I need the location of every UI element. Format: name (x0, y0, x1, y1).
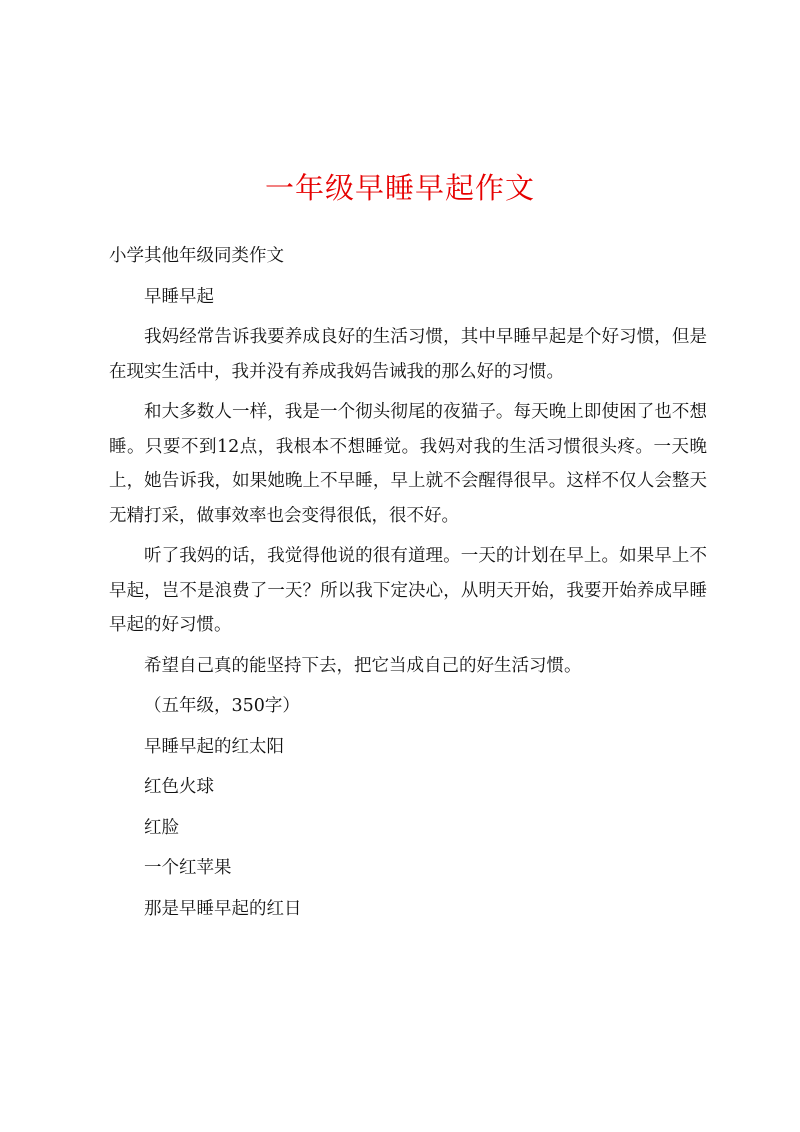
paragraph: 听了我妈的话，我觉得他说的很有道理。一天的计划在早上。如果早上不早起，岂不是浪费了一天？所以我下定决心，从明天开始，我要开始养成早睡早起的好习惯。 (109, 546, 707, 635)
paragraph: 和大多数人一样，我是一个彻头彻尾的夜猫子。每天晚上即使困了也不想睡。只要不到12点，我根本不想睡觉。我妈对我的生活习惯很头疼。一天晚上，她告诉我，如果她晚上不早睡，早上就不会醒得很早。这样不仅人会整天无精打采，做事效率也会变得很低，很不好。 (109, 402, 707, 526)
paragraph: 红脸 (144, 817, 179, 838)
paragraph: 早睡早起 (144, 286, 214, 307)
category-line: 小学其他年级同类作文 (109, 246, 284, 266)
paragraph: （五年级，350字） (144, 696, 300, 716)
document-body (109, 239, 707, 932)
paragraph: 我妈经常告诉我要养成良好的生活习惯，其中早睡早起是个好习惯，但是在现实生活中，我并没有养成我妈告诫我的那么好的习惯。 (109, 327, 707, 382)
paragraph: 希望自己真的能坚持下去，把它当成自己的好生活习惯。 (144, 655, 582, 676)
paragraph: 那是早睡早起的红日 (144, 898, 302, 919)
document-title: 一年级早睡早起作文 (264, 171, 535, 205)
paragraph: 一个红苹果 (144, 858, 232, 878)
paragraph: 红色火球 (144, 777, 214, 797)
paragraph: 早睡早起的红太阳 (144, 736, 284, 757)
